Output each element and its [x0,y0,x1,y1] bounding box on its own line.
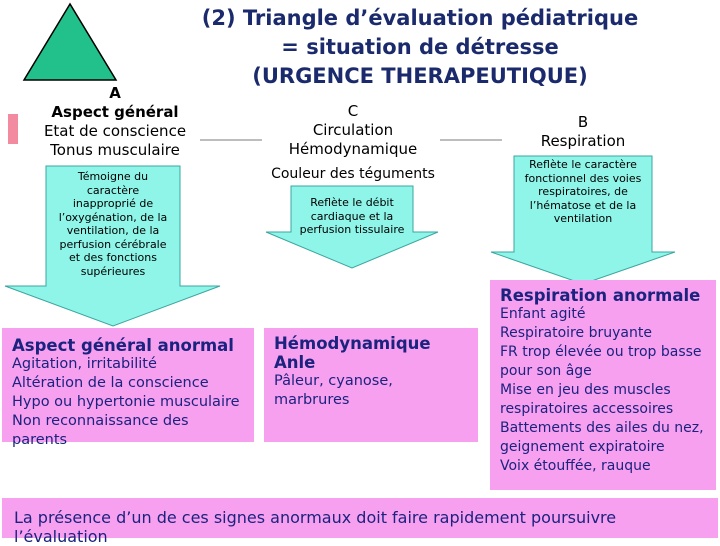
column-a-line-1: Etat de conscience [43,122,187,140]
abnormal-respiration-box [490,280,716,490]
box-b-item: geignement expiratoire [500,439,665,455]
arrow-a-text [50,170,176,278]
box-a-item: Hypo ou hypertonie musculaire [12,394,240,410]
column-c-letter: C [347,102,359,120]
arrow-a-text-line: perfusion cérébrale [59,237,167,251]
arrow-b-text-line: respiratoires, de [538,185,628,198]
arrow-b-text-line: l’hématose et de la [529,198,637,212]
page-title [160,4,680,91]
arrow-a-text-line: Témoigne du [77,170,149,183]
column-a-name: Aspect général [51,103,179,121]
arrow-a-text-line: et des fonctions [69,251,157,264]
column-a-line-2: Tonus musculaire [50,141,180,159]
title-line-1: (2) Triangle d’évaluation pédiatrique [201,6,639,30]
assessment-triangle [24,4,116,80]
arrow-a-text-line: ventilation, de la [66,224,160,237]
column-b-name: Respiration [540,132,626,150]
arrow-b-text-line: ventilation [553,212,613,225]
column-c-name-1: Circulation [312,121,394,139]
arrow-a-text-line: supérieures [80,264,146,278]
footer-text: La présence d’un de ces signes anormaux doit faire rapidement poursuivre l’évaluation [14,508,617,546]
abnormal-appearance-box [2,328,254,448]
box-b-item: Mise en jeu des muscles [500,382,671,398]
arrow-a-text-line: inapproprié de [72,197,154,210]
box-b-item: Respiratoire bruyante [500,325,652,341]
box-b-item: pour son âge [500,363,592,379]
column-c-header [258,102,448,184]
box-b-item: Enfant agité [500,306,586,322]
title-line-3: (URGENCE THERAPEUTIQUE) [252,64,588,88]
box-a-item: Altération de la conscience [12,375,209,391]
box-b-item: Battements des ailes du nez, [500,420,704,436]
arrow-b-text-line: Reflète le caractère [529,158,637,171]
arrow-c-text-line: cardiaque et la [310,209,394,223]
column-b-letter: B [577,113,589,131]
title-line-2: = situation de détresse [281,35,559,59]
box-b-item: respiratoires accessoires [500,401,674,417]
column-c-name-2: Hémodynamique [288,140,418,158]
column-b-header [498,113,668,151]
abnormal-hemodynamics-box [264,328,478,442]
arrow-a-text-line: caractère [86,183,140,197]
arrow-c-text [286,196,418,237]
column-c-line-1: Couleur des téguments [271,166,435,182]
box-b-title: Respiration anormale [500,286,701,305]
box-a-title: Aspect général anormal [12,336,234,355]
box-c-title: Hémodynamique Anle [274,334,431,372]
column-a-letter: A [109,84,121,102]
box-b-item: Voix étouffée, rauque [500,458,651,474]
arrow-b-text [508,158,658,226]
arrow-c-text-line: perfusion tissulaire [299,223,405,236]
footer-banner [2,498,718,546]
left-marker [8,114,18,144]
box-b-item: FR trop élevée ou trop basse [500,344,702,360]
arrow-b-text-line: fonctionnel des voies [524,171,642,185]
box-a-item: Non reconnaissance des parents [12,413,189,448]
arrow-a-text-line: l’oxygénation, de la [58,210,168,224]
box-a-item: Agitation, irritabilité [12,356,157,372]
column-a-header [20,84,210,160]
box-c-item: Pâleur, cyanose, marbrures [274,373,393,408]
arrow-c-text-line: Reflète le débit [310,196,394,209]
